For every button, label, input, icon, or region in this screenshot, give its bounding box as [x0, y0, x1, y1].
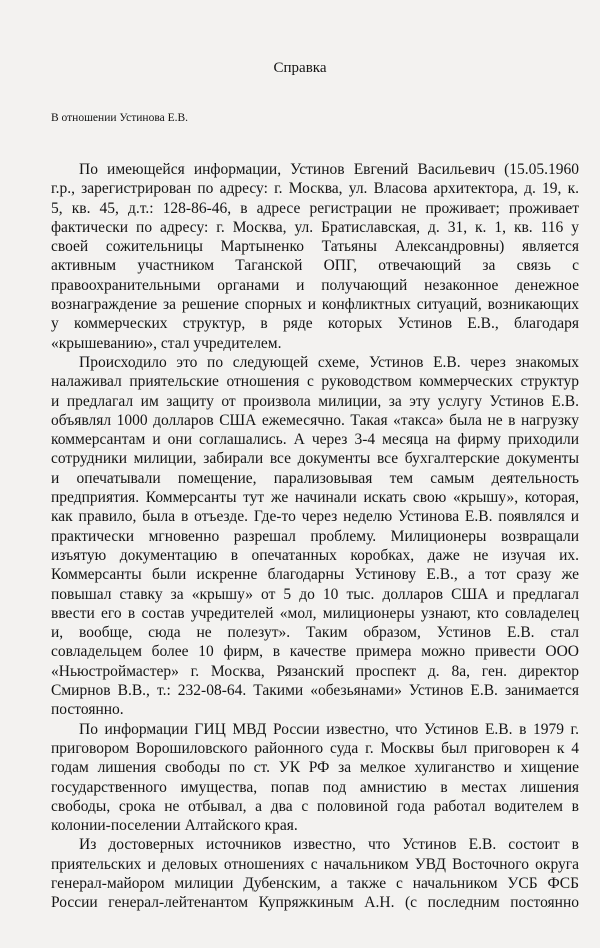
- text-line: Смирнов В.В., т.: 232-08-64. Такими «обезьянами» Устинов Е.В. занимается: [51, 682, 579, 700]
- text-line: и, вообще, сюда не полезут». Таким образом, Устинов Е.В. стал: [51, 624, 579, 642]
- paragraph: [51, 353, 579, 720]
- document-subject: В отношении Устинова Е.В.: [51, 112, 189, 124]
- text-line: государственного имущества, попав под амнистию в местах лишения: [51, 778, 579, 796]
- text-line: повышал ставку за «крышу» от 5 до 10 тыс. долларов США и предлагал: [51, 585, 579, 603]
- text-line: практически мгновенно разрешал проблему. Милиционеры возвращали: [51, 527, 579, 545]
- text-line: фактически по адресу: г. Москва, ул. Братиславская, д. 31, к. 1, кв. 116 у: [51, 218, 579, 236]
- text-line: налаживал приятельские отношения с руководством коммерческих структур: [51, 373, 579, 391]
- document-body: [51, 160, 579, 913]
- text-line: приговором Ворошиловского районного суда г. Москвы был приговорен к 4: [51, 739, 579, 757]
- text-line: вознаграждение за решение спорных и конфликтных ситуаций, возникающих: [51, 296, 579, 314]
- text-line: совладельцем более 10 фирм, в качестве примера можно привести ООО: [51, 643, 579, 661]
- text-line: как правило, была в отъезде. Где-то через неделю Устинова Е.В. появлялся и: [51, 508, 579, 526]
- paragraph: [51, 720, 579, 836]
- text-line: «Ньюстроймастер» г. Москва, Рязанский проспект д. 8а, ген. директор: [51, 662, 579, 680]
- paragraph: [51, 835, 579, 912]
- text-line: Из достоверных источников известно, что Устинов Е.В. состоит в: [79, 836, 579, 854]
- text-line: коммерсантам и они соглашались. А через 3-4 месяца на фирму приходили: [51, 431, 579, 449]
- text-line: генерал-майором милиции Дубенским, а также с начальником УСБ ФСБ: [51, 874, 579, 892]
- text-line: и опечатывали помещение, парализовывая тем самым деятельность: [51, 469, 579, 487]
- text-line: изъятую документацию в опечатанных коробках, даже не изучая их.: [51, 546, 579, 564]
- text-line: сотрудники милиции, забирали все документы все бухгалтерские документы: [51, 450, 579, 468]
- paragraph: [51, 160, 579, 353]
- text-line: По имеющейся информации, Устинов Евгений Васильевич (15.05.1960: [79, 161, 579, 178]
- text-line: Коммерсанты были искренне благодарны Устинову Е.В., а тот сразу же: [51, 566, 579, 584]
- text-line: Происходило это по следующей схеме, Устинов Е.В. через знакомых: [79, 353, 579, 371]
- text-line: активным участником Таганской ОПГ, отвечающий за связь с: [51, 257, 579, 275]
- text-line: г.р., зарегистрирован по адресу: г. Москва, ул. Власова архитектора, д. 19, к.: [51, 180, 579, 198]
- text-line: России генерал-лейтенантом Купряжкиным А.Н. (с последним постоянно: [51, 894, 579, 912]
- text-line: свободы, срока не отбывал, а два с половиной года работал водителем в: [51, 797, 579, 815]
- text-line: ввести его в состав учредителей «мол, милиционеры узнают, кто совладелец: [51, 604, 579, 622]
- text-line: По информации ГИЦ МВД России известно, что Устинов Е.В. в 1979 г.: [79, 720, 579, 738]
- text-line: у коммерческих структур, в ряде которых Устинов Е.В., благодаря: [51, 315, 579, 333]
- text-line: годам лишения свободы по ст. УК РФ за мелкое хулиганство и хищение: [51, 759, 579, 777]
- text-line: постоянно.: [51, 701, 124, 719]
- text-line: объявлял 1000 долларов США ежемесячно. Такая «такса» была не в нагрузку: [51, 411, 579, 429]
- text-line: правоохранительными органами и получающий незаконное денежное: [51, 276, 579, 294]
- text-line: и предлагал им защиту от произвола милиции, за эту услугу Устинов Е.В.: [51, 392, 579, 410]
- text-line: своей сожительницы Мартыненко Татьяны Александровны) является: [51, 238, 579, 256]
- text-line: приятельских и деловых отношениях с начальником УВД Восточного округа: [51, 855, 579, 873]
- text-line: колонии-поселении Алтайского края.: [51, 817, 298, 835]
- text-line: предприятия. Коммерсанты тут же начинали искать свою «крышу», которая,: [51, 489, 579, 507]
- text-line: 5, кв. 45, д.т.: 128-86-46, в адресе регистрации не проживает; проживает: [51, 199, 579, 217]
- text-line: «крышеванию», стал учредителем.: [51, 334, 282, 352]
- document-title: Справка: [273, 60, 327, 76]
